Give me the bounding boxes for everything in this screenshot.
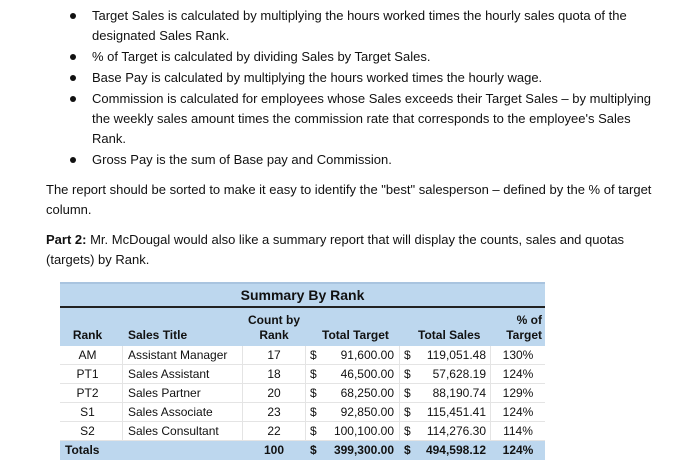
currency-symbol: $ bbox=[404, 367, 411, 381]
cell-pct-target: 124% bbox=[502, 367, 534, 381]
bullet-icon bbox=[70, 96, 76, 102]
cell-total-sales: 57,628.19 bbox=[432, 367, 486, 381]
bullet-item bbox=[64, 47, 654, 67]
currency-symbol: $ bbox=[404, 386, 411, 400]
bullet-item bbox=[64, 89, 654, 149]
table-row bbox=[60, 384, 545, 403]
cell-divider bbox=[122, 403, 123, 421]
cell-divider bbox=[305, 422, 306, 440]
table-row bbox=[60, 346, 545, 365]
bullet-icon bbox=[70, 13, 76, 19]
cell-divider bbox=[242, 365, 243, 383]
bullet-item bbox=[64, 6, 654, 46]
cell-total-sales: 115,451.41 bbox=[426, 405, 486, 419]
cell-sales-title: Sales Consultant bbox=[128, 424, 219, 438]
cell-divider bbox=[305, 365, 306, 383]
header-count: Count by Rank bbox=[248, 313, 300, 342]
currency-symbol: $ bbox=[404, 405, 411, 419]
bullet-item bbox=[64, 68, 654, 88]
bullet-icon bbox=[70, 54, 76, 60]
summary-table bbox=[60, 282, 545, 460]
bullet-text: Gross Pay is the sum of Base pay and Commission. bbox=[92, 152, 392, 167]
cell-rank: PT2 bbox=[76, 386, 99, 400]
cell-sales-title: Sales Assistant bbox=[128, 367, 210, 381]
cell-divider bbox=[490, 422, 491, 440]
bullet-text: Target Sales is calculated by multiplying the hours worked times the hourly sales quota of the designated Sales Rank. bbox=[92, 8, 627, 43]
currency-symbol: $ bbox=[310, 348, 317, 362]
cell-divider bbox=[490, 384, 491, 402]
totals-count: 100 bbox=[263, 443, 285, 457]
cell-pct-target: 129% bbox=[502, 386, 534, 400]
cell-divider bbox=[399, 403, 400, 421]
cell-total-target: 68,250.00 bbox=[340, 386, 394, 400]
currency-symbol: $ bbox=[404, 348, 411, 362]
cell-divider bbox=[305, 403, 306, 421]
table-row bbox=[60, 365, 545, 384]
table-header bbox=[60, 308, 545, 346]
cell-sales-title: Sales Partner bbox=[128, 386, 201, 400]
header-total-target: Total Target bbox=[322, 328, 389, 342]
totals-pct: 124% bbox=[502, 443, 534, 457]
header-sales-title: Sales Title bbox=[128, 328, 188, 342]
cell-total-target: 91,600.00 bbox=[340, 348, 394, 362]
cell-pct-target: 124% bbox=[502, 405, 534, 419]
bullet-text: % of Target is calculated by dividing Sales by Target Sales. bbox=[92, 49, 431, 64]
cell-count: 23 bbox=[267, 405, 281, 419]
bullet-icon bbox=[70, 157, 76, 163]
cell-sales-title: Sales Associate bbox=[128, 405, 213, 419]
cell-divider bbox=[305, 346, 306, 364]
sorting-paragraph: The report should be sorted to make it easy to identify the "best" salesperson – defined by the % of target column. bbox=[46, 182, 652, 217]
header-pct-target: % of Target bbox=[506, 313, 542, 342]
cell-divider bbox=[399, 384, 400, 402]
table-title: Summary By Rank bbox=[60, 282, 545, 308]
totals-label: Totals bbox=[65, 443, 100, 457]
cell-rank: AM bbox=[78, 348, 97, 362]
cell-rank: S2 bbox=[80, 424, 95, 438]
cell-divider bbox=[122, 384, 123, 402]
cell-divider bbox=[490, 403, 491, 421]
cell-divider bbox=[399, 365, 400, 383]
bullet-list bbox=[64, 6, 654, 170]
table-row bbox=[60, 422, 545, 441]
cell-pct-target: 114% bbox=[503, 424, 533, 438]
cell-divider bbox=[242, 384, 243, 402]
cell-count: 20 bbox=[267, 386, 281, 400]
part2-label: Part 2: bbox=[46, 232, 87, 247]
cell-pct-target: 130% bbox=[502, 348, 534, 362]
cell-total-sales: 119,051.48 bbox=[426, 348, 486, 362]
totals-sales: 494,598.12 bbox=[425, 443, 486, 457]
table-row bbox=[60, 403, 545, 422]
cell-total-target: 46,500.00 bbox=[340, 367, 394, 381]
currency-symbol: $ bbox=[310, 443, 317, 457]
cell-count: 17 bbox=[267, 348, 281, 362]
cell-total-sales: 114,276.30 bbox=[426, 424, 486, 438]
cell-divider bbox=[399, 422, 400, 440]
cell-divider bbox=[122, 346, 123, 364]
part2-text: Mr. McDougal would also like a summary report that will display the counts, sales and quotas (targets) by Rank. bbox=[46, 232, 625, 267]
currency-symbol: $ bbox=[404, 424, 411, 438]
cell-rank: S1 bbox=[80, 405, 95, 419]
cell-rank: PT1 bbox=[76, 367, 99, 381]
cell-divider bbox=[242, 422, 243, 440]
bullet-text: Base Pay is calculated by multiplying the hours worked times the hourly wage. bbox=[92, 70, 543, 85]
cell-divider bbox=[399, 346, 400, 364]
cell-total-target: 100,100.00 bbox=[333, 424, 394, 438]
currency-symbol: $ bbox=[404, 443, 411, 457]
totals-row bbox=[60, 441, 545, 460]
cell-divider bbox=[305, 384, 306, 402]
cell-divider bbox=[122, 365, 123, 383]
part2-paragraph bbox=[46, 230, 656, 270]
currency-symbol: $ bbox=[310, 424, 317, 438]
cell-count: 18 bbox=[267, 367, 281, 381]
bullet-text: Commission is calculated for employees whose Sales exceeds their Target Sales – by multiplying the weekly sales amount times the commission rate that corresponds to the employee's Sales Rank. bbox=[92, 91, 652, 146]
cell-divider bbox=[490, 346, 491, 364]
cell-count: 22 bbox=[267, 424, 281, 438]
cell-sales-title: Assistant Manager bbox=[128, 348, 228, 362]
header-total-sales: Total Sales bbox=[418, 328, 481, 342]
cell-divider bbox=[490, 365, 491, 383]
bullet-item bbox=[64, 150, 654, 170]
bullet-icon bbox=[70, 75, 76, 81]
cell-divider bbox=[242, 403, 243, 421]
cell-total-target: 92,850.00 bbox=[340, 405, 394, 419]
currency-symbol: $ bbox=[310, 405, 317, 419]
cell-total-sales: 88,190.74 bbox=[432, 386, 486, 400]
cell-divider bbox=[242, 346, 243, 364]
currency-symbol: $ bbox=[310, 367, 317, 381]
currency-symbol: $ bbox=[310, 386, 317, 400]
cell-divider bbox=[122, 422, 123, 440]
header-rank: Rank bbox=[72, 328, 103, 342]
totals-target: 399,300.00 bbox=[333, 443, 394, 457]
